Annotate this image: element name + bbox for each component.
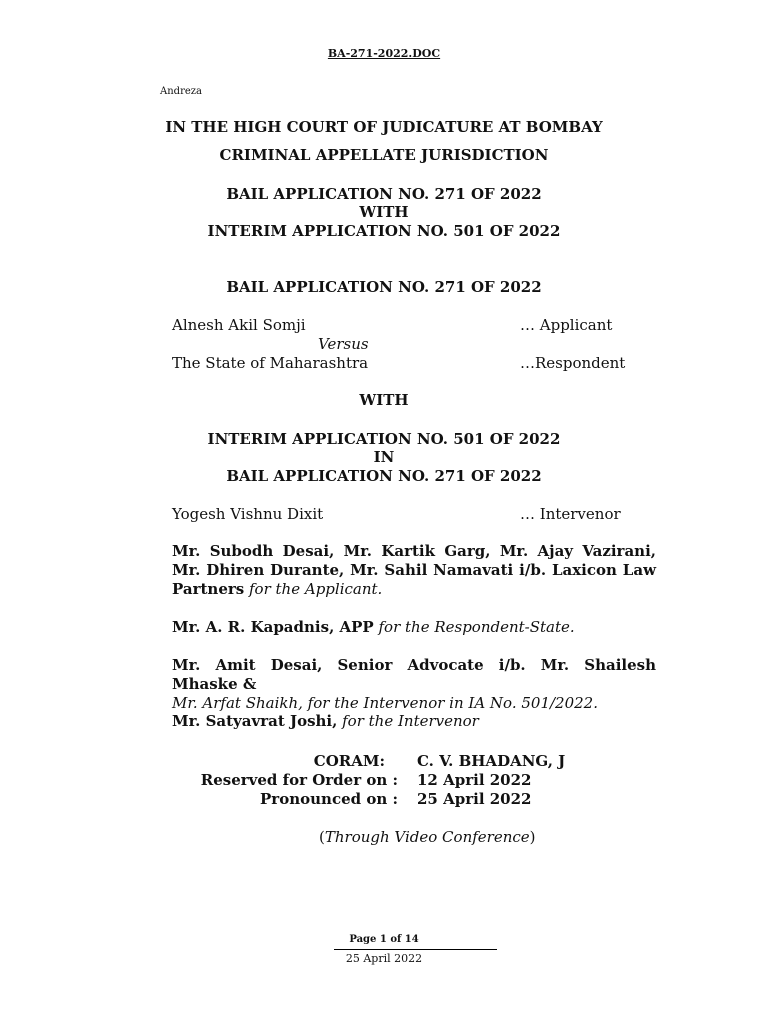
counsel-intervenor-ia [172, 656, 656, 713]
respondent-name: The State of Maharashtra [172, 354, 369, 372]
counsel-intervenor-role: for the Intervenor [337, 712, 479, 730]
pronounced-date: 25 April 2022 [417, 790, 532, 808]
case2-line-1: INTERIM APPLICATION NO. 501 OF 2022 [207, 430, 561, 448]
hearing-mode-text: Through Video Conference [324, 828, 530, 846]
coram-label: CORAM: [313, 752, 385, 770]
case2-line-3: BAIL APPLICATION NO. 271 OF 2022 [226, 467, 542, 485]
coram-value: C. V. BHADANG, J [417, 752, 566, 770]
footer-rule [334, 949, 497, 950]
counsel-intervenor-ia-role: Mr. Arfat Shaikh, for the Intervenor in IA No. 501/2022. [172, 694, 598, 712]
applicant-role: … Applicant [520, 316, 613, 334]
applicant-name: Alnesh Akil Somji [172, 316, 306, 334]
close-paren: ) [529, 828, 536, 846]
respondent-role: …Respondent [520, 354, 626, 372]
title-line-1: BAIL APPLICATION NO. 271 OF 2022 [226, 185, 542, 203]
counsel-intervenor-ia-names: Mr. Amit Desai, Senior Advocate i/b. Mr. Shailesh Mhaske & [172, 656, 656, 693]
jurisdiction: CRIMINAL APPELLATE JURISDICTION [219, 146, 549, 164]
counsel-applicant-names: Mr. Subodh Desai, Mr. Kartik Garg, Mr. Ajay Vazirani, Mr. Dhiren Durante, Mr. Sahil Namavati i/b. Laxicon Law Partners [172, 542, 656, 598]
counsel-intervenor-names: Mr. Satyavrat Joshi, [172, 712, 338, 730]
title-line-2: WITH [359, 203, 409, 221]
with-label: WITH [359, 391, 409, 409]
counsel-applicant [172, 542, 656, 599]
counsel-respondent-names: Mr. A. R. Kapadnis, APP [172, 618, 374, 636]
open-paren: ( [319, 828, 325, 846]
page-number: Page 1 of 14 [349, 934, 419, 945]
counsel-respondent-role: for the Respondent-State. [373, 618, 575, 636]
footer-date: 25 April 2022 [345, 952, 423, 965]
reserved-date: 12 April 2022 [417, 771, 532, 789]
intervenor-name: Yogesh Vishnu Dixit [172, 505, 324, 523]
counsel-intervenor [172, 712, 656, 731]
versus-label: Versus [318, 335, 369, 353]
hearing-mode [319, 828, 536, 846]
reserved-label: Reserved for Order on : [200, 771, 398, 789]
counsel-applicant-role: for the Applicant. [244, 580, 383, 598]
counsel-respondent [172, 618, 656, 637]
court-name: IN THE HIGH COURT OF JUDICATURE AT BOMBAY [165, 118, 603, 136]
pronounced-label: Pronounced on : [260, 790, 398, 808]
case2-line-2: IN [373, 448, 395, 466]
case1-heading: BAIL APPLICATION NO. 271 OF 2022 [226, 278, 542, 296]
title-line-3: INTERIM APPLICATION NO. 501 OF 2022 [207, 222, 561, 240]
file-reference: BA-271-2022.DOC [327, 47, 441, 60]
intervenor-role: … Intervenor [520, 505, 621, 523]
stenographer-initials: Andreza [160, 86, 202, 97]
